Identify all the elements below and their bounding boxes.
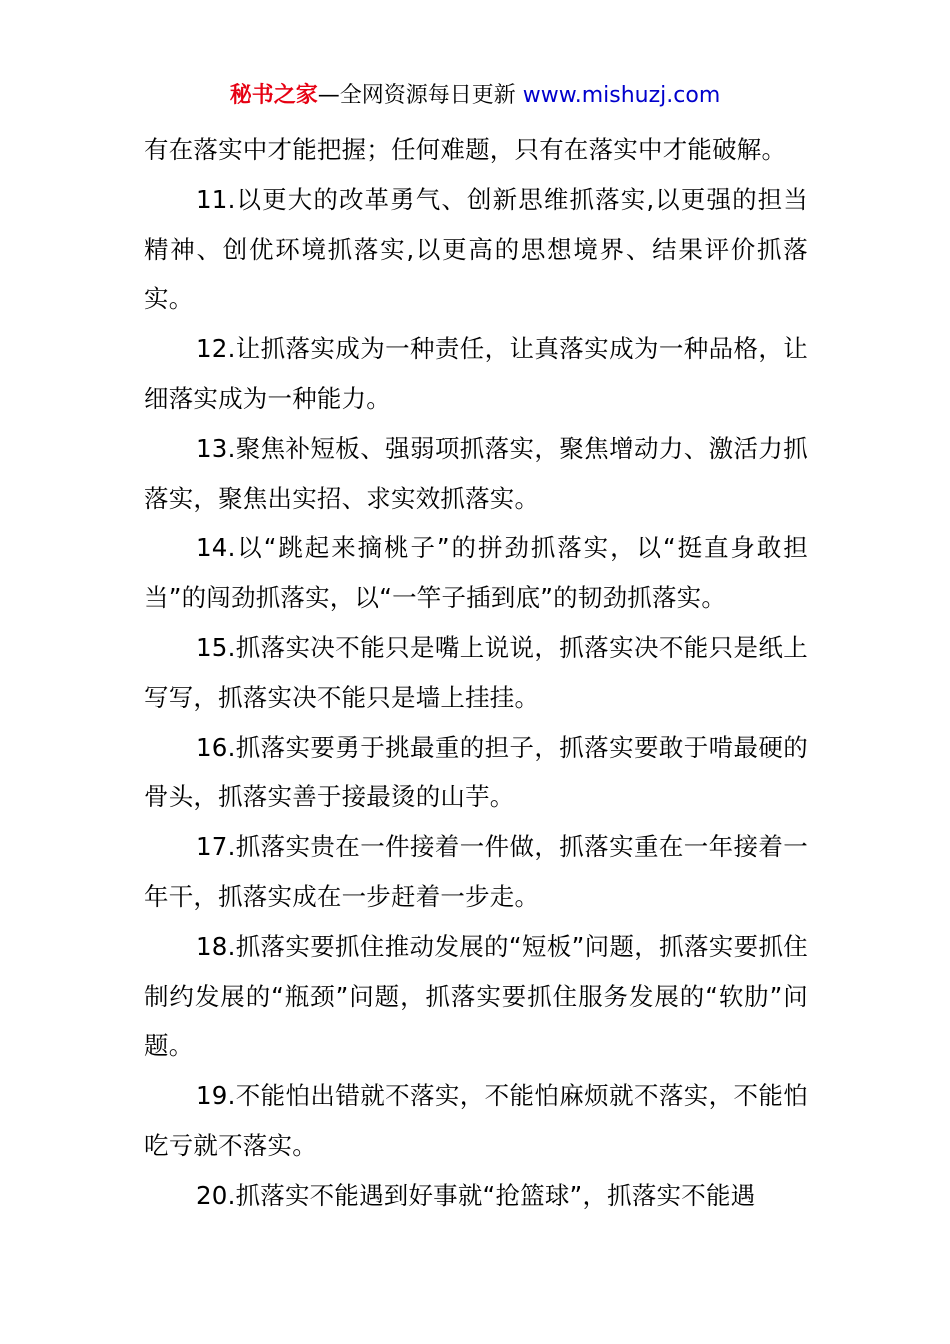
paragraph-item-18: 18.抓落实要抓住推动发展的“短板”问题，抓落实要抓住制约发展的“瓶颈”问题，抓落实要抓住服务发展的“软肋”问题。 bbox=[144, 931, 808, 1061]
paragraph-item-15: 15.抓落实决不能只是嘴上说说，抓落实决不能只是纸上写写，抓落实决不能只是墙上挂挂。 bbox=[144, 632, 808, 712]
paragraph-item-13: 13.聚焦补短板、强弱项抓落实，聚焦增动力、激活力抓落实，聚焦出实招、求实效抓落实。 bbox=[144, 433, 808, 513]
paragraph-item-17: 17.抓落实贵在一件接着一件做，抓落实重在一年接着一年干，抓落实成在一步赶着一步走。 bbox=[144, 832, 808, 911]
header-slogan: —全网资源每日更新 bbox=[317, 83, 523, 108]
document-body bbox=[144, 125, 808, 1221]
brand-name: 秘书之家 bbox=[229, 83, 318, 108]
paragraph-continuation: 有在落实中才能把握；任何难题，只有在落实中才能破解。 bbox=[144, 135, 787, 164]
paragraph-item-16: 16.抓落实要勇于挑最重的担子，抓落实要敢于啃最硬的骨头，抓落实善于接最烫的山芋。 bbox=[144, 732, 808, 812]
paragraph-item-11: 11.以更大的改革勇气、创新思维抓落实,以更强的担当精神、创优环境抓落实,以更高的思想境界、结果评价抓落实。 bbox=[144, 184, 808, 314]
page-header bbox=[0, 80, 950, 112]
paragraph-item-19: 19.不能怕出错就不落实，不能怕麻烦就不落实，不能怕吃亏就不落实。 bbox=[144, 1081, 808, 1160]
site-url-link[interactable]: www.mishuzj.com bbox=[522, 83, 721, 108]
paragraph-item-12: 12.让抓落实成为一种责任，让真落实成为一种品格，让细落实成为一种能力。 bbox=[144, 334, 808, 413]
paragraph-item-14: 14.以“跳起来摘桃子”的拼劲抓落实，以“挺直身敢担当”的闯劲抓落实，以“一竿子插到底”的韧劲抓落实。 bbox=[144, 533, 808, 613]
paragraph-item-20: 20.抓落实不能遇到好事就“抢篮球”，抓落实不能遇 bbox=[196, 1180, 756, 1210]
